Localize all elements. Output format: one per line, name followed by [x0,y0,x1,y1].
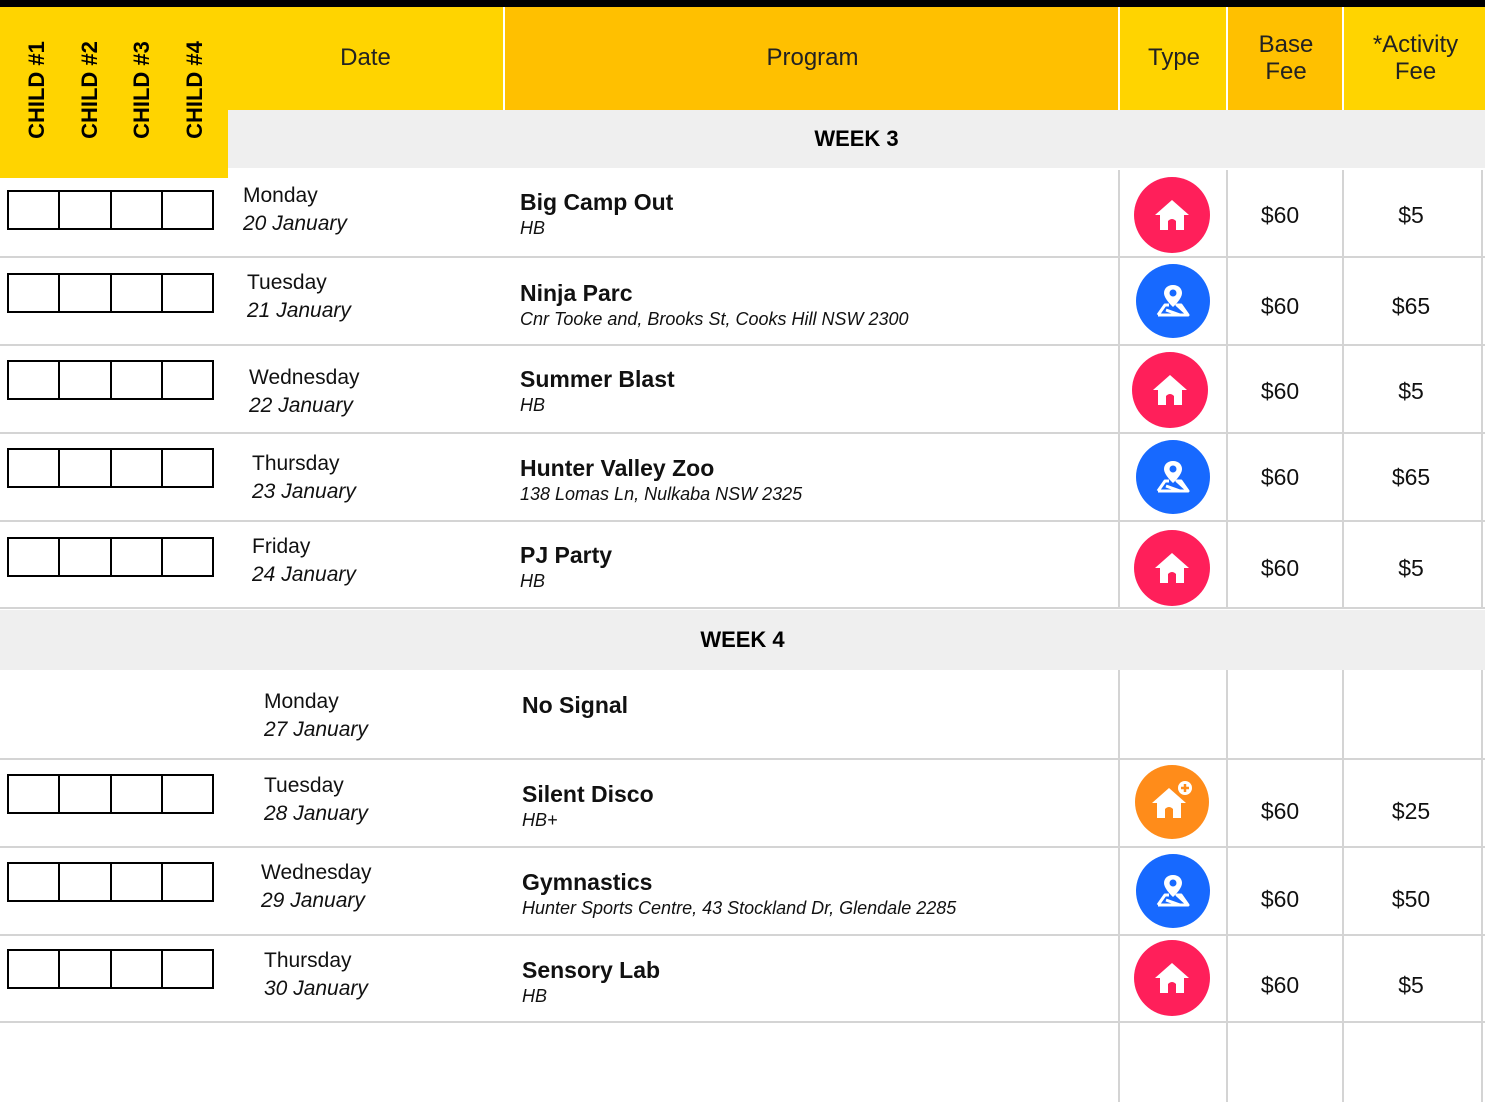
child-4-checkbox[interactable] [163,275,212,311]
date-header-label: Date [340,44,391,72]
activity-fee-header-label: *Activity Fee [1372,31,1459,85]
day-date: 27 January [264,718,368,741]
child-2-checkbox[interactable] [60,776,111,812]
child-4-checkbox[interactable] [163,776,212,812]
program-location: HB [522,986,548,1006]
type-header-label: Type [1147,44,1201,72]
location-map-icon [1136,264,1210,338]
child-3-header: CHILD #3 [129,41,155,139]
program-location: 138 Lomas Ln, Nulkaba NSW 2325 [520,484,803,504]
child-1-checkbox[interactable] [9,951,60,987]
program-location: Cnr Tooke and, Brooks St, Cooks Hill NSW 2300 [520,309,909,329]
date-cell [261,859,372,915]
child-3-checkbox[interactable] [112,192,163,228]
child-2-checkbox[interactable] [60,362,111,398]
child-1-checkbox[interactable] [9,539,60,575]
date-cell [264,947,368,1003]
base-fee: $60 [1260,293,1300,319]
top-border [0,0,1485,7]
date-cell [249,364,360,420]
child-2-checkbox[interactable] [60,192,111,228]
date-cell [252,533,356,589]
type-header [1118,7,1228,110]
child-4-checkbox[interactable] [163,951,212,987]
day-name: Tuesday [247,271,327,294]
date-cell [264,772,368,828]
day-name: Monday [264,690,339,713]
program-cell [520,453,802,505]
child-3-checkbox[interactable] [112,362,163,398]
child-4-header: CHILD #4 [182,41,208,139]
activity-fee: $5 [1398,972,1424,998]
activity-fee: $5 [1398,378,1424,404]
home-icon [1134,530,1210,606]
child-1-checkbox[interactable] [9,450,60,486]
child-3-checkbox[interactable] [112,450,163,486]
program-cell [520,540,612,592]
activity-fee: $5 [1398,555,1424,581]
day-name: Wednesday [249,366,360,389]
day-name: Friday [252,535,311,558]
table-row [0,760,1485,848]
home-icon [1132,352,1208,428]
date-cell [264,688,368,744]
day-date: 30 January [264,977,368,1000]
child-checkboxes [7,537,214,577]
program-location: HB [520,571,546,591]
day-name: Wednesday [261,861,372,884]
child-1-checkbox[interactable] [9,192,60,228]
week-3-heading [228,110,1485,168]
program-name: Ninja Parc [520,280,633,306]
child-checkboxes [7,190,214,230]
day-name: Thursday [252,452,340,475]
program-header [503,7,1120,110]
program-name: Big Camp Out [520,189,674,215]
child-4-checkbox[interactable] [163,864,212,900]
location-map-icon [1136,854,1210,928]
child-3-checkbox[interactable] [112,275,163,311]
program-cell [520,187,673,239]
base-fee: $60 [1260,378,1300,404]
child-checkboxes [7,862,214,902]
week-label: WEEK 4 [700,627,785,652]
child-4-checkbox[interactable] [163,450,212,486]
date-cell [247,269,351,325]
day-date: 28 January [264,802,368,825]
child-checkboxes [7,273,214,313]
activity-fee: $50 [1391,886,1431,912]
child-1-header: CHILD #1 [24,41,50,139]
program-cell [522,779,654,831]
table-row [0,672,1485,760]
activity-fee: $25 [1391,798,1431,824]
day-date: 29 January [261,889,365,912]
day-date: 23 January [252,480,356,503]
program-cell [522,955,660,1007]
day-date: 20 January [243,212,347,235]
day-name: Thursday [264,949,352,972]
program-name: Sensory Lab [522,957,661,983]
base-fee: $60 [1260,972,1300,998]
day-name: Monday [243,184,318,207]
date-cell [252,450,356,506]
child-checkboxes [7,448,214,488]
program-name: Gymnastics [522,869,653,895]
activity-fee: $5 [1398,202,1424,228]
day-date: 24 January [252,563,356,586]
child-4-checkbox[interactable] [163,362,212,398]
child-1-checkbox[interactable] [9,776,60,812]
child-checkboxes [7,949,214,989]
day-date: 21 January [247,299,351,322]
child-3-checkbox[interactable] [112,776,163,812]
child-4-checkbox[interactable] [163,539,212,575]
program-cell [520,364,675,416]
program-header-label: Program [766,44,859,72]
program-location: HB+ [522,810,558,830]
day-date: 22 January [249,394,353,417]
child-checkboxes [7,774,214,814]
program-name: Silent Disco [522,781,654,807]
home-icon [1134,177,1210,253]
program-cell [522,690,628,720]
base-fee-header [1226,7,1344,110]
base-fee: $60 [1260,798,1300,824]
child-3-checkbox[interactable] [112,951,163,987]
child-1-checkbox[interactable] [9,864,60,900]
program-name: Summer Blast [520,366,675,392]
location-map-icon [1136,440,1210,514]
home-icon [1134,940,1210,1016]
child-2-checkbox[interactable] [60,450,111,486]
date-header [228,7,503,110]
home-plus-icon [1135,765,1209,839]
day-name: Tuesday [264,774,344,797]
base-fee: $60 [1260,202,1300,228]
child-checkboxes [7,360,214,400]
child-2-header: CHILD #2 [77,41,103,139]
table-row [0,848,1485,936]
child-2-checkbox[interactable] [60,951,111,987]
program-name: PJ Party [520,542,613,568]
table-row [0,346,1485,434]
program-location: HB [520,395,546,415]
child-3-checkbox[interactable] [112,539,163,575]
base-fee: $60 [1260,464,1300,490]
table-row [0,170,1485,258]
program-location: Hunter Sports Centre, 43 Stockland Dr, Glendale 2285 [522,898,957,918]
base-fee-header-label: Base Fee [1258,31,1314,85]
week-4-heading [0,610,1485,670]
activity-fee: $65 [1391,293,1431,319]
table-row [0,936,1485,1023]
activity-fee: $65 [1391,464,1431,490]
child-2-checkbox[interactable] [60,539,111,575]
child-1-checkbox[interactable] [9,362,60,398]
program-name: No Signal [522,692,629,718]
program-cell [520,278,909,330]
base-fee: $60 [1260,555,1300,581]
program-cell [522,867,956,919]
child-3-checkbox[interactable] [112,864,163,900]
table-row [0,522,1485,609]
program-name: Hunter Valley Zoo [520,455,715,481]
child-1-checkbox[interactable] [9,275,60,311]
child-2-checkbox[interactable] [60,864,111,900]
child-4-checkbox[interactable] [163,192,212,228]
program-location: HB [520,218,546,238]
child-2-checkbox[interactable] [60,275,111,311]
base-fee: $60 [1260,886,1300,912]
table-row [0,434,1485,522]
date-cell [243,182,347,238]
table-row [0,258,1485,346]
activity-fee-header [1342,7,1485,110]
week-label: WEEK 3 [814,126,899,151]
